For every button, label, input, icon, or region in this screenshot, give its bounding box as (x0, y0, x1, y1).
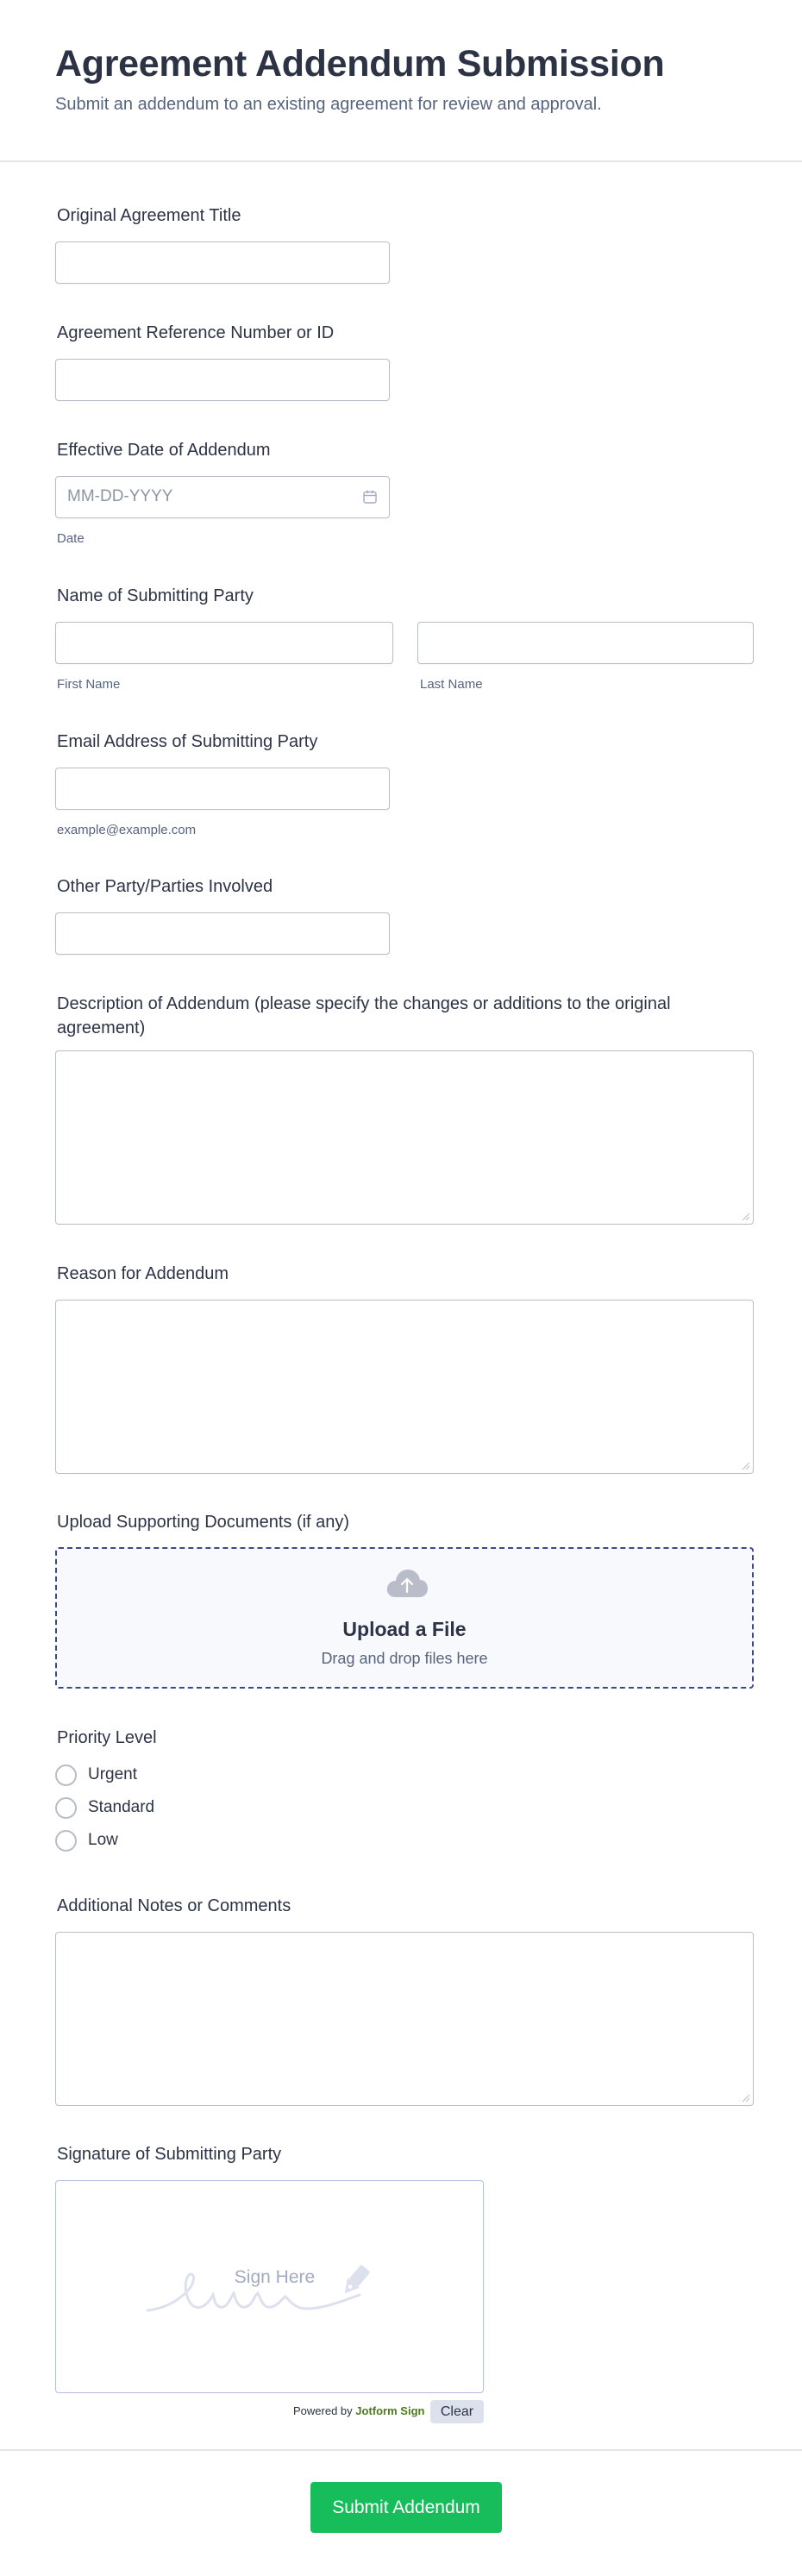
upload-subtitle: Drag and drop files here (321, 1650, 488, 1667)
form-header (0, 0, 802, 162)
notes-label: Additional Notes or Comments (57, 1896, 291, 1915)
powered-prefix: Powered by (293, 2404, 353, 2417)
reason-textarea[interactable] (55, 1300, 754, 1474)
submit-button[interactable]: Submit Addendum (310, 2482, 502, 2533)
page-title: Agreement Addendum Submission (55, 43, 665, 85)
other-parties-input[interactable] (55, 912, 390, 955)
page-subtitle: Submit an addendum to an existing agreement for review and approval. (55, 95, 602, 114)
last-name-input[interactable] (417, 622, 754, 664)
notes-textarea[interactable] (55, 1932, 754, 2106)
resize-grip-icon[interactable] (740, 2092, 750, 2103)
resize-grip-icon[interactable] (740, 1460, 750, 1470)
upload-label: Upload Supporting Documents (if any) (57, 1513, 350, 1532)
description-textarea[interactable] (55, 1050, 754, 1225)
clear-signature-button[interactable]: Clear (430, 2400, 484, 2423)
radio-label: Standard (88, 1798, 155, 1816)
date-sublabel: Date (57, 531, 85, 546)
first-name-input[interactable] (55, 622, 393, 664)
priority-label: Priority Level (57, 1728, 157, 1747)
last-name-sublabel: Last Name (420, 677, 483, 692)
description-label: Description of Addendum (please specify the changes or additions to the original agreement) (57, 994, 671, 1037)
effective-date-label: Effective Date of Addendum (57, 441, 271, 460)
signature-pad[interactable] (55, 2180, 484, 2393)
effective-date-input[interactable] (55, 476, 390, 518)
radio-button[interactable] (55, 1764, 77, 1786)
reference-number-label: Agreement Reference Number or ID (57, 323, 335, 342)
resize-grip-icon[interactable] (740, 1211, 750, 1221)
reason-label: Reason for Addendum (57, 1264, 229, 1283)
calendar-icon[interactable] (362, 489, 378, 505)
powered-brand-link[interactable]: Jotform Sign (355, 2404, 425, 2417)
date-placeholder: MM-DD-YYYY (67, 487, 173, 505)
first-name-sublabel: First Name (57, 677, 121, 692)
file-upload-dropzone[interactable] (55, 1547, 754, 1689)
radio-label: Urgent (88, 1765, 138, 1783)
email-label: Email Address of Submitting Party (57, 732, 318, 751)
radio-label: Low (88, 1831, 118, 1849)
upload-title: Upload a File (342, 1618, 467, 1640)
cloud-upload-icon (385, 1568, 429, 1601)
reference-number-input[interactable] (55, 359, 390, 401)
email-input[interactable] (55, 768, 390, 810)
agreement-title-input[interactable] (55, 241, 390, 284)
email-sublabel: example@example.com (57, 823, 197, 837)
radio-button[interactable] (55, 1797, 77, 1819)
signature-placeholder: Sign Here (234, 2267, 316, 2287)
agreement-title-label: Original Agreement Title (57, 206, 241, 225)
signature-label: Signature of Submitting Party (57, 2145, 282, 2164)
footer-divider (0, 2449, 802, 2451)
radio-button[interactable] (55, 1830, 77, 1852)
other-parties-label: Other Party/Parties Involved (57, 877, 273, 896)
submitting-party-name-label: Name of Submitting Party (57, 586, 254, 605)
powered-by (293, 2404, 424, 2417)
